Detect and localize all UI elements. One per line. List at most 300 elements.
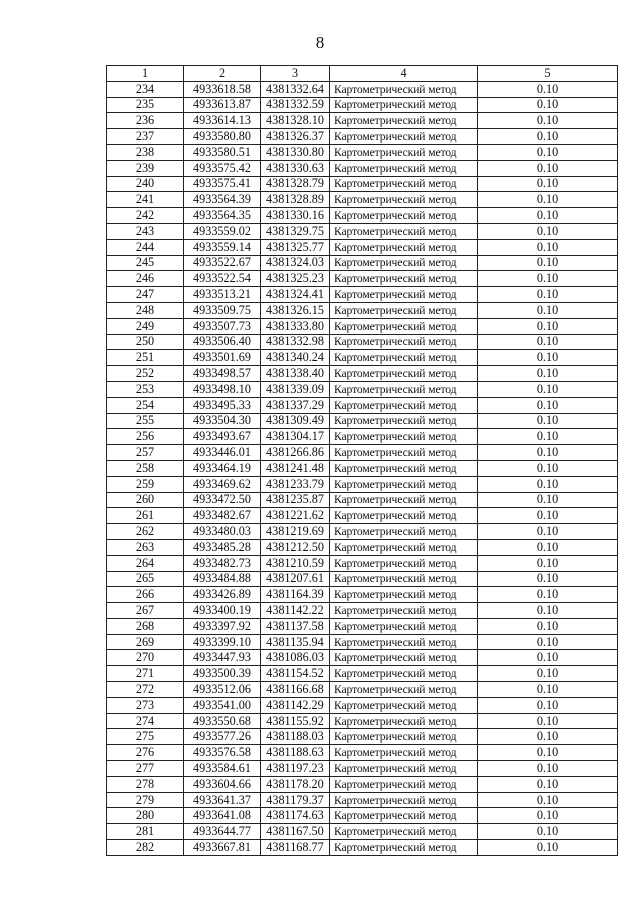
point-number-cell: 281 — [107, 824, 184, 840]
x-coordinate-cell: 4933550.68 — [184, 713, 261, 729]
y-coordinate-cell: 4381155.92 — [261, 713, 330, 729]
accuracy-cell: 0.10 — [478, 192, 618, 208]
table-row — [107, 476, 618, 492]
table-row — [107, 713, 618, 729]
x-coordinate-cell: 4933504.30 — [184, 413, 261, 429]
x-coordinate-cell: 4933509.75 — [184, 302, 261, 318]
table-row — [107, 397, 618, 413]
y-coordinate-cell: 4381241.48 — [261, 460, 330, 476]
accuracy-cell: 0.10 — [478, 397, 618, 413]
x-coordinate-cell: 4933507.73 — [184, 318, 261, 334]
accuracy-cell: 0.10 — [478, 318, 618, 334]
table-row — [107, 524, 618, 540]
accuracy-cell: 0.10 — [478, 650, 618, 666]
y-coordinate-cell: 4381154.52 — [261, 666, 330, 682]
accuracy-cell: 0.10 — [478, 776, 618, 792]
accuracy-cell: 0.10 — [478, 555, 618, 571]
accuracy-cell: 0.10 — [478, 539, 618, 555]
x-coordinate-cell: 4933559.14 — [184, 239, 261, 255]
table-row — [107, 587, 618, 603]
x-coordinate-cell: 4933400.19 — [184, 603, 261, 619]
point-number-cell: 282 — [107, 840, 184, 856]
x-coordinate-cell: 4933522.54 — [184, 271, 261, 287]
y-coordinate-cell: 4381333.80 — [261, 318, 330, 334]
x-coordinate-cell: 4933541.00 — [184, 697, 261, 713]
y-coordinate-cell: 4381135.94 — [261, 634, 330, 650]
method-cell: Картометрический метод — [330, 745, 478, 761]
y-coordinate-cell: 4381328.79 — [261, 176, 330, 192]
method-cell: Картометрический метод — [330, 666, 478, 682]
point-number-cell: 255 — [107, 413, 184, 429]
method-cell: Картометрический метод — [330, 792, 478, 808]
y-coordinate-cell: 4381188.03 — [261, 729, 330, 745]
x-coordinate-cell: 4933426.89 — [184, 587, 261, 603]
table-row — [107, 97, 618, 113]
accuracy-cell: 0.10 — [478, 524, 618, 540]
table-row — [107, 697, 618, 713]
point-number-cell: 276 — [107, 745, 184, 761]
accuracy-cell: 0.10 — [478, 366, 618, 382]
y-coordinate-cell: 4381324.41 — [261, 287, 330, 303]
point-number-cell: 262 — [107, 524, 184, 540]
accuracy-cell: 0.10 — [478, 413, 618, 429]
y-coordinate-cell: 4381326.15 — [261, 302, 330, 318]
point-number-cell: 259 — [107, 476, 184, 492]
method-cell: Картометрический метод — [330, 587, 478, 603]
method-cell: Картометрический метод — [330, 144, 478, 160]
table-row — [107, 381, 618, 397]
method-cell: Картометрический метод — [330, 697, 478, 713]
method-cell: Картометрический метод — [330, 618, 478, 634]
method-cell: Картометрический метод — [330, 713, 478, 729]
x-coordinate-cell: 4933667.81 — [184, 840, 261, 856]
method-cell: Картометрический метод — [330, 160, 478, 176]
point-number-cell: 272 — [107, 682, 184, 698]
point-number-cell: 266 — [107, 587, 184, 603]
x-coordinate-cell: 4933641.08 — [184, 808, 261, 824]
x-coordinate-cell: 4933501.69 — [184, 350, 261, 366]
point-number-cell: 257 — [107, 445, 184, 461]
accuracy-cell: 0.10 — [478, 460, 618, 476]
point-number-cell: 237 — [107, 129, 184, 145]
accuracy-cell: 0.10 — [478, 697, 618, 713]
point-number-cell: 270 — [107, 650, 184, 666]
table-row — [107, 603, 618, 619]
table-body — [107, 81, 618, 855]
accuracy-cell: 0.10 — [478, 208, 618, 224]
x-coordinate-cell: 4933604.66 — [184, 776, 261, 792]
accuracy-cell: 0.10 — [478, 144, 618, 160]
table-row — [107, 208, 618, 224]
method-cell: Картометрический метод — [330, 776, 478, 792]
y-coordinate-cell: 4381337.29 — [261, 397, 330, 413]
table-row — [107, 287, 618, 303]
method-cell: Картометрический метод — [330, 255, 478, 271]
table-row — [107, 792, 618, 808]
table-row — [107, 176, 618, 192]
table-row — [107, 682, 618, 698]
accuracy-cell: 0.10 — [478, 792, 618, 808]
table-row — [107, 429, 618, 445]
accuracy-cell: 0.10 — [478, 571, 618, 587]
point-number-cell: 239 — [107, 160, 184, 176]
method-cell: Картометрический метод — [330, 302, 478, 318]
point-number-cell: 261 — [107, 508, 184, 524]
method-cell: Картометрический метод — [330, 129, 478, 145]
accuracy-cell: 0.10 — [478, 97, 618, 113]
accuracy-cell: 0.10 — [478, 239, 618, 255]
point-number-cell: 265 — [107, 571, 184, 587]
accuracy-cell: 0.10 — [478, 223, 618, 239]
table-row — [107, 539, 618, 555]
table-header-row — [107, 66, 618, 82]
table-row — [107, 761, 618, 777]
y-coordinate-cell: 4381325.23 — [261, 271, 330, 287]
method-cell: Картометрический метод — [330, 318, 478, 334]
table-row — [107, 334, 618, 350]
point-number-cell: 256 — [107, 429, 184, 445]
method-cell: Картометрический метод — [330, 524, 478, 540]
accuracy-cell: 0.10 — [478, 255, 618, 271]
x-coordinate-cell: 4933512.06 — [184, 682, 261, 698]
method-cell: Картометрический метод — [330, 334, 478, 350]
accuracy-cell: 0.10 — [478, 761, 618, 777]
column-header-5: 5 — [478, 66, 618, 82]
method-cell: Картометрический метод — [330, 429, 478, 445]
x-coordinate-cell: 4933559.02 — [184, 223, 261, 239]
point-number-cell: 236 — [107, 113, 184, 129]
x-coordinate-cell: 4933464.19 — [184, 460, 261, 476]
x-coordinate-cell: 4933577.26 — [184, 729, 261, 745]
table-row — [107, 302, 618, 318]
column-header-1: 1 — [107, 66, 184, 82]
point-number-cell: 263 — [107, 539, 184, 555]
table-row — [107, 729, 618, 745]
method-cell: Картометрический метод — [330, 650, 478, 666]
y-coordinate-cell: 4381188.63 — [261, 745, 330, 761]
point-number-cell: 275 — [107, 729, 184, 745]
table-row — [107, 350, 618, 366]
accuracy-cell: 0.10 — [478, 381, 618, 397]
accuracy-cell: 0.10 — [478, 634, 618, 650]
accuracy-cell: 0.10 — [478, 682, 618, 698]
accuracy-cell: 0.10 — [478, 334, 618, 350]
accuracy-cell: 0.10 — [478, 271, 618, 287]
x-coordinate-cell: 4933641.37 — [184, 792, 261, 808]
method-cell: Картометрический метод — [330, 824, 478, 840]
y-coordinate-cell: 4381207.61 — [261, 571, 330, 587]
method-cell: Картометрический метод — [330, 350, 478, 366]
method-cell: Картометрический метод — [330, 761, 478, 777]
method-cell: Картометрический метод — [330, 271, 478, 287]
x-coordinate-cell: 4933614.13 — [184, 113, 261, 129]
point-number-cell: 242 — [107, 208, 184, 224]
table-row — [107, 808, 618, 824]
y-coordinate-cell: 4381142.22 — [261, 603, 330, 619]
y-coordinate-cell: 4381339.09 — [261, 381, 330, 397]
accuracy-cell: 0.10 — [478, 729, 618, 745]
point-number-cell: 248 — [107, 302, 184, 318]
method-cell: Картометрический метод — [330, 381, 478, 397]
point-number-cell: 279 — [107, 792, 184, 808]
point-number-cell: 252 — [107, 366, 184, 382]
x-coordinate-cell: 4933564.35 — [184, 208, 261, 224]
point-number-cell: 241 — [107, 192, 184, 208]
y-coordinate-cell: 4381212.50 — [261, 539, 330, 555]
table-row — [107, 366, 618, 382]
accuracy-cell: 0.10 — [478, 587, 618, 603]
x-coordinate-cell: 4933480.03 — [184, 524, 261, 540]
point-number-cell: 254 — [107, 397, 184, 413]
table-row — [107, 445, 618, 461]
table-row — [107, 460, 618, 476]
x-coordinate-cell: 4933644.77 — [184, 824, 261, 840]
y-coordinate-cell: 4381332.64 — [261, 81, 330, 97]
x-coordinate-cell: 4933613.87 — [184, 97, 261, 113]
method-cell: Картометрический метод — [330, 508, 478, 524]
point-number-cell: 244 — [107, 239, 184, 255]
accuracy-cell: 0.10 — [478, 81, 618, 97]
accuracy-cell: 0.10 — [478, 113, 618, 129]
y-coordinate-cell: 4381325.77 — [261, 239, 330, 255]
point-number-cell: 268 — [107, 618, 184, 634]
table-row — [107, 81, 618, 97]
y-coordinate-cell: 4381086.03 — [261, 650, 330, 666]
method-cell: Картометрический метод — [330, 729, 478, 745]
y-coordinate-cell: 4381221.62 — [261, 508, 330, 524]
x-coordinate-cell: 4933618.58 — [184, 81, 261, 97]
method-cell: Картометрический метод — [330, 192, 478, 208]
y-coordinate-cell: 4381137.58 — [261, 618, 330, 634]
point-number-cell: 264 — [107, 555, 184, 571]
point-number-cell: 250 — [107, 334, 184, 350]
method-cell: Картометрический метод — [330, 287, 478, 303]
x-coordinate-cell: 4933498.10 — [184, 381, 261, 397]
accuracy-cell: 0.10 — [478, 476, 618, 492]
accuracy-cell: 0.10 — [478, 176, 618, 192]
x-coordinate-cell: 4933495.33 — [184, 397, 261, 413]
accuracy-cell: 0.10 — [478, 808, 618, 824]
y-coordinate-cell: 4381174.63 — [261, 808, 330, 824]
y-coordinate-cell: 4381164.39 — [261, 587, 330, 603]
y-coordinate-cell: 4381328.89 — [261, 192, 330, 208]
method-cell: Картометрический метод — [330, 81, 478, 97]
point-number-cell: 245 — [107, 255, 184, 271]
y-coordinate-cell: 4381235.87 — [261, 492, 330, 508]
x-coordinate-cell: 4933493.67 — [184, 429, 261, 445]
y-coordinate-cell: 4381179.37 — [261, 792, 330, 808]
x-coordinate-cell: 4933472.50 — [184, 492, 261, 508]
x-coordinate-cell: 4933447.93 — [184, 650, 261, 666]
x-coordinate-cell: 4933482.73 — [184, 555, 261, 571]
y-coordinate-cell: 4381309.49 — [261, 413, 330, 429]
table-row — [107, 666, 618, 682]
accuracy-cell: 0.10 — [478, 350, 618, 366]
x-coordinate-cell: 4933469.62 — [184, 476, 261, 492]
y-coordinate-cell: 4381329.75 — [261, 223, 330, 239]
method-cell: Картометрический метод — [330, 603, 478, 619]
table-row — [107, 745, 618, 761]
y-coordinate-cell: 4381338.40 — [261, 366, 330, 382]
method-cell: Картометрический метод — [330, 445, 478, 461]
table-row — [107, 113, 618, 129]
x-coordinate-cell: 4933500.39 — [184, 666, 261, 682]
x-coordinate-cell: 4933397.92 — [184, 618, 261, 634]
point-number-cell: 267 — [107, 603, 184, 619]
method-cell: Картометрический метод — [330, 176, 478, 192]
point-number-cell: 271 — [107, 666, 184, 682]
method-cell: Картометрический метод — [330, 492, 478, 508]
y-coordinate-cell: 4381210.59 — [261, 555, 330, 571]
x-coordinate-cell: 4933580.80 — [184, 129, 261, 145]
column-header-3: 3 — [261, 66, 330, 82]
x-coordinate-cell: 4933564.39 — [184, 192, 261, 208]
y-coordinate-cell: 4381142.29 — [261, 697, 330, 713]
method-cell: Картометрический метод — [330, 634, 478, 650]
accuracy-cell: 0.10 — [478, 445, 618, 461]
x-coordinate-cell: 4933446.01 — [184, 445, 261, 461]
accuracy-cell: 0.10 — [478, 302, 618, 318]
method-cell: Картометрический метод — [330, 413, 478, 429]
accuracy-cell: 0.10 — [478, 666, 618, 682]
y-coordinate-cell: 4381332.59 — [261, 97, 330, 113]
table-row — [107, 508, 618, 524]
point-number-cell: 246 — [107, 271, 184, 287]
table-row — [107, 192, 618, 208]
table-row — [107, 555, 618, 571]
x-coordinate-cell: 4933482.67 — [184, 508, 261, 524]
point-number-cell: 278 — [107, 776, 184, 792]
y-coordinate-cell: 4381178.20 — [261, 776, 330, 792]
point-number-cell: 251 — [107, 350, 184, 366]
x-coordinate-cell: 4933575.42 — [184, 160, 261, 176]
y-coordinate-cell: 4381304.17 — [261, 429, 330, 445]
table-row — [107, 634, 618, 650]
x-coordinate-cell: 4933522.67 — [184, 255, 261, 271]
x-coordinate-cell: 4933498.57 — [184, 366, 261, 382]
x-coordinate-cell: 4933584.61 — [184, 761, 261, 777]
table-row — [107, 271, 618, 287]
point-number-cell: 253 — [107, 381, 184, 397]
table-row — [107, 618, 618, 634]
accuracy-cell: 0.10 — [478, 713, 618, 729]
page-number: 8 — [315, 33, 325, 52]
table-row — [107, 413, 618, 429]
method-cell: Картометрический метод — [330, 539, 478, 555]
point-number-cell: 235 — [107, 97, 184, 113]
table-row — [107, 571, 618, 587]
x-coordinate-cell: 4933485.28 — [184, 539, 261, 555]
accuracy-cell: 0.10 — [478, 745, 618, 761]
point-number-cell: 269 — [107, 634, 184, 650]
method-cell: Картометрический метод — [330, 682, 478, 698]
x-coordinate-cell: 4933399.10 — [184, 634, 261, 650]
y-coordinate-cell: 4381332.98 — [261, 334, 330, 350]
y-coordinate-cell: 4381168.77 — [261, 840, 330, 856]
x-coordinate-cell: 4933576.58 — [184, 745, 261, 761]
accuracy-cell: 0.10 — [478, 287, 618, 303]
method-cell: Картометрический метод — [330, 840, 478, 856]
coordinates-table — [106, 65, 618, 856]
table-row — [107, 255, 618, 271]
point-number-cell: 280 — [107, 808, 184, 824]
accuracy-cell: 0.10 — [478, 429, 618, 445]
y-coordinate-cell: 4381219.69 — [261, 524, 330, 540]
accuracy-cell: 0.10 — [478, 129, 618, 145]
accuracy-cell: 0.10 — [478, 160, 618, 176]
table-row — [107, 840, 618, 856]
method-cell: Картометрический метод — [330, 239, 478, 255]
table-row — [107, 492, 618, 508]
method-cell: Картометрический метод — [330, 366, 478, 382]
accuracy-cell: 0.10 — [478, 508, 618, 524]
x-coordinate-cell: 4933506.40 — [184, 334, 261, 350]
method-cell: Картометрический метод — [330, 208, 478, 224]
point-number-cell: 243 — [107, 223, 184, 239]
method-cell: Картометрический метод — [330, 113, 478, 129]
table-row — [107, 144, 618, 160]
accuracy-cell: 0.10 — [478, 603, 618, 619]
accuracy-cell: 0.10 — [478, 824, 618, 840]
method-cell: Картометрический метод — [330, 223, 478, 239]
x-coordinate-cell: 4933484.88 — [184, 571, 261, 587]
method-cell: Картометрический метод — [330, 555, 478, 571]
column-header-4: 4 — [330, 66, 478, 82]
accuracy-cell: 0.10 — [478, 840, 618, 856]
y-coordinate-cell: 4381328.10 — [261, 113, 330, 129]
y-coordinate-cell: 4381330.16 — [261, 208, 330, 224]
method-cell: Картометрический метод — [330, 808, 478, 824]
point-number-cell: 247 — [107, 287, 184, 303]
x-coordinate-cell: 4933580.51 — [184, 144, 261, 160]
point-number-cell: 260 — [107, 492, 184, 508]
method-cell: Картометрический метод — [330, 397, 478, 413]
table-row — [107, 239, 618, 255]
point-number-cell: 234 — [107, 81, 184, 97]
column-header-2: 2 — [184, 66, 261, 82]
point-number-cell: 238 — [107, 144, 184, 160]
table-row — [107, 129, 618, 145]
y-coordinate-cell: 4381266.86 — [261, 445, 330, 461]
point-number-cell: 274 — [107, 713, 184, 729]
point-number-cell: 258 — [107, 460, 184, 476]
point-number-cell: 277 — [107, 761, 184, 777]
point-number-cell: 240 — [107, 176, 184, 192]
table-row — [107, 318, 618, 334]
accuracy-cell: 0.10 — [478, 492, 618, 508]
point-number-cell: 249 — [107, 318, 184, 334]
y-coordinate-cell: 4381330.63 — [261, 160, 330, 176]
table-row — [107, 160, 618, 176]
x-coordinate-cell: 4933575.41 — [184, 176, 261, 192]
method-cell: Картометрический метод — [330, 460, 478, 476]
y-coordinate-cell: 4381326.37 — [261, 129, 330, 145]
y-coordinate-cell: 4381166.68 — [261, 682, 330, 698]
y-coordinate-cell: 4381233.79 — [261, 476, 330, 492]
method-cell: Картометрический метод — [330, 476, 478, 492]
table-row — [107, 223, 618, 239]
table-row — [107, 824, 618, 840]
y-coordinate-cell: 4381167.50 — [261, 824, 330, 840]
y-coordinate-cell: 4381324.03 — [261, 255, 330, 271]
table-row — [107, 650, 618, 666]
y-coordinate-cell: 4381340.24 — [261, 350, 330, 366]
method-cell: Картометрический метод — [330, 571, 478, 587]
x-coordinate-cell: 4933513.21 — [184, 287, 261, 303]
y-coordinate-cell: 4381330.80 — [261, 144, 330, 160]
method-cell: Картометрический метод — [330, 97, 478, 113]
table-row — [107, 776, 618, 792]
